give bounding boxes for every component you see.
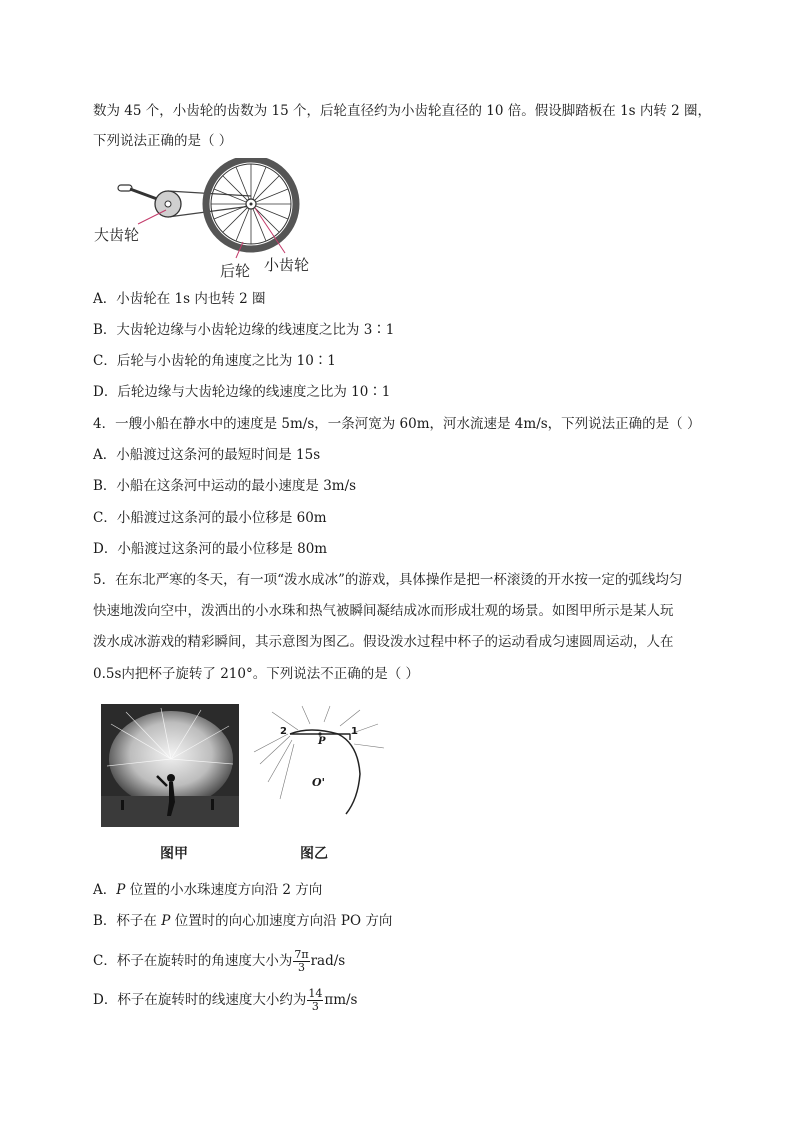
caption-figure-a: 图甲 xyxy=(160,846,188,862)
label-point-p: P xyxy=(318,736,326,747)
q5-stem-line2: 快速地泼向空中，泼洒出的小水珠和热气被瞬间凝结成冰而形成壮观的场景。如图甲所示是某人玩 xyxy=(93,603,674,619)
q5-option-a xyxy=(93,880,322,900)
bicycle-gear-figure xyxy=(88,158,328,283)
label-point-1: 1 xyxy=(351,726,358,737)
fraction-numerator: 7π xyxy=(294,948,309,961)
q3-stem-line2: 下列说法正确的是（ ） xyxy=(93,133,233,149)
q5-option-a-text: 位置的小水珠速度方向沿 2 方向 xyxy=(125,882,323,898)
pointer-big-gear xyxy=(138,210,166,224)
q3-option-c: C．后轮与小齿轮的角速度之比为 10∶1 xyxy=(93,353,336,369)
q4-option-c: C．小船渡过这条河的最小位移是 60m xyxy=(93,510,327,526)
label-point-2: 2 xyxy=(280,726,287,737)
label-rear-wheel: 后轮 xyxy=(220,262,251,280)
splash-photo-icon xyxy=(101,704,239,827)
q5-option-d-unit: πm/s xyxy=(324,992,358,1008)
fraction-7pi-over-3 xyxy=(293,949,309,974)
small-gear-axle xyxy=(250,203,253,206)
q5-option-c xyxy=(93,944,345,978)
q5-option-d-prefix: D．杯子在旋转时的线速度大小约为 xyxy=(93,992,307,1008)
q5-option-a-var: P xyxy=(116,882,126,898)
figure-a-photo xyxy=(101,704,239,827)
fraction-denominator: 3 xyxy=(297,961,305,974)
q4-option-b: B．小船在这条河中运动的最小速度是 3m/s xyxy=(93,478,357,494)
label-small-gear: 小齿轮 xyxy=(264,256,310,274)
label-point-o: O' xyxy=(312,776,325,789)
fraction-denominator: 3 xyxy=(311,1000,319,1013)
q5-option-c-prefix: C．杯子在旋转时的角速度大小为 xyxy=(93,953,293,969)
q3-option-b: B．大齿轮边缘与小齿轮边缘的线速度之比为 3∶1 xyxy=(93,322,395,338)
q5-stem-line3: 泼水成冰游戏的精彩瞬间，其示意图为图乙。假设泼水过程中杯子的运动看成匀速圆周运动，人在 xyxy=(93,634,674,650)
q3-option-d: D．后轮边缘与大齿轮边缘的线速度之比为 10∶1 xyxy=(93,384,391,400)
q4-stem: 4．一艘小船在静水中的速度是 5m/s，一条河宽为 60m，河水流速是 4m/s，下列说法正确的是（ ） xyxy=(93,416,701,432)
q4-option-a: A．小船渡过这条河的最短时间是 15s xyxy=(93,447,321,463)
q5-option-b-var: P xyxy=(161,913,171,929)
big-gear-axle xyxy=(165,201,171,207)
q5-option-a-prefix: A． xyxy=(93,882,117,898)
fraction-14-over-3 xyxy=(307,988,323,1013)
q5-option-b-text: 位置时的向心加速度方向沿 PO 方向 xyxy=(170,913,393,929)
figure-b-schematic xyxy=(250,704,390,829)
q3-stem-line1: 数为 45 个，小齿轮的齿数为 15 个，后轮直径约为小齿轮直径的 10 倍。假设脚踏板在 1s 内转 2 圈， xyxy=(93,103,712,119)
q4-option-d: D．小船渡过这条河的最小位移是 80m xyxy=(93,541,328,557)
label-big-gear: 大齿轮 xyxy=(94,226,140,244)
q5-stem-line4: 0.5s内把杯子旋转了 210°。下列说法不正确的是（ ） xyxy=(93,666,419,682)
q3-option-a: A．小齿轮在 1s 内也转 2 圈 xyxy=(93,291,266,307)
q5-option-c-unit: rad/s xyxy=(310,953,346,969)
q5-option-b xyxy=(93,911,392,931)
caption-figure-b: 图乙 xyxy=(300,846,328,862)
q5-option-d xyxy=(93,983,357,1017)
q5-stem-line1: 5．在东北严寒的冬天，有一项“泼水成冰”的游戏，具体操作是把一杯滚烫的开水按一定的弧线均匀 xyxy=(93,572,683,588)
fraction-numerator: 14 xyxy=(308,987,323,1000)
circular-motion-diagram xyxy=(250,704,390,829)
q5-option-b-prefix: B．杯子在 xyxy=(93,913,162,929)
